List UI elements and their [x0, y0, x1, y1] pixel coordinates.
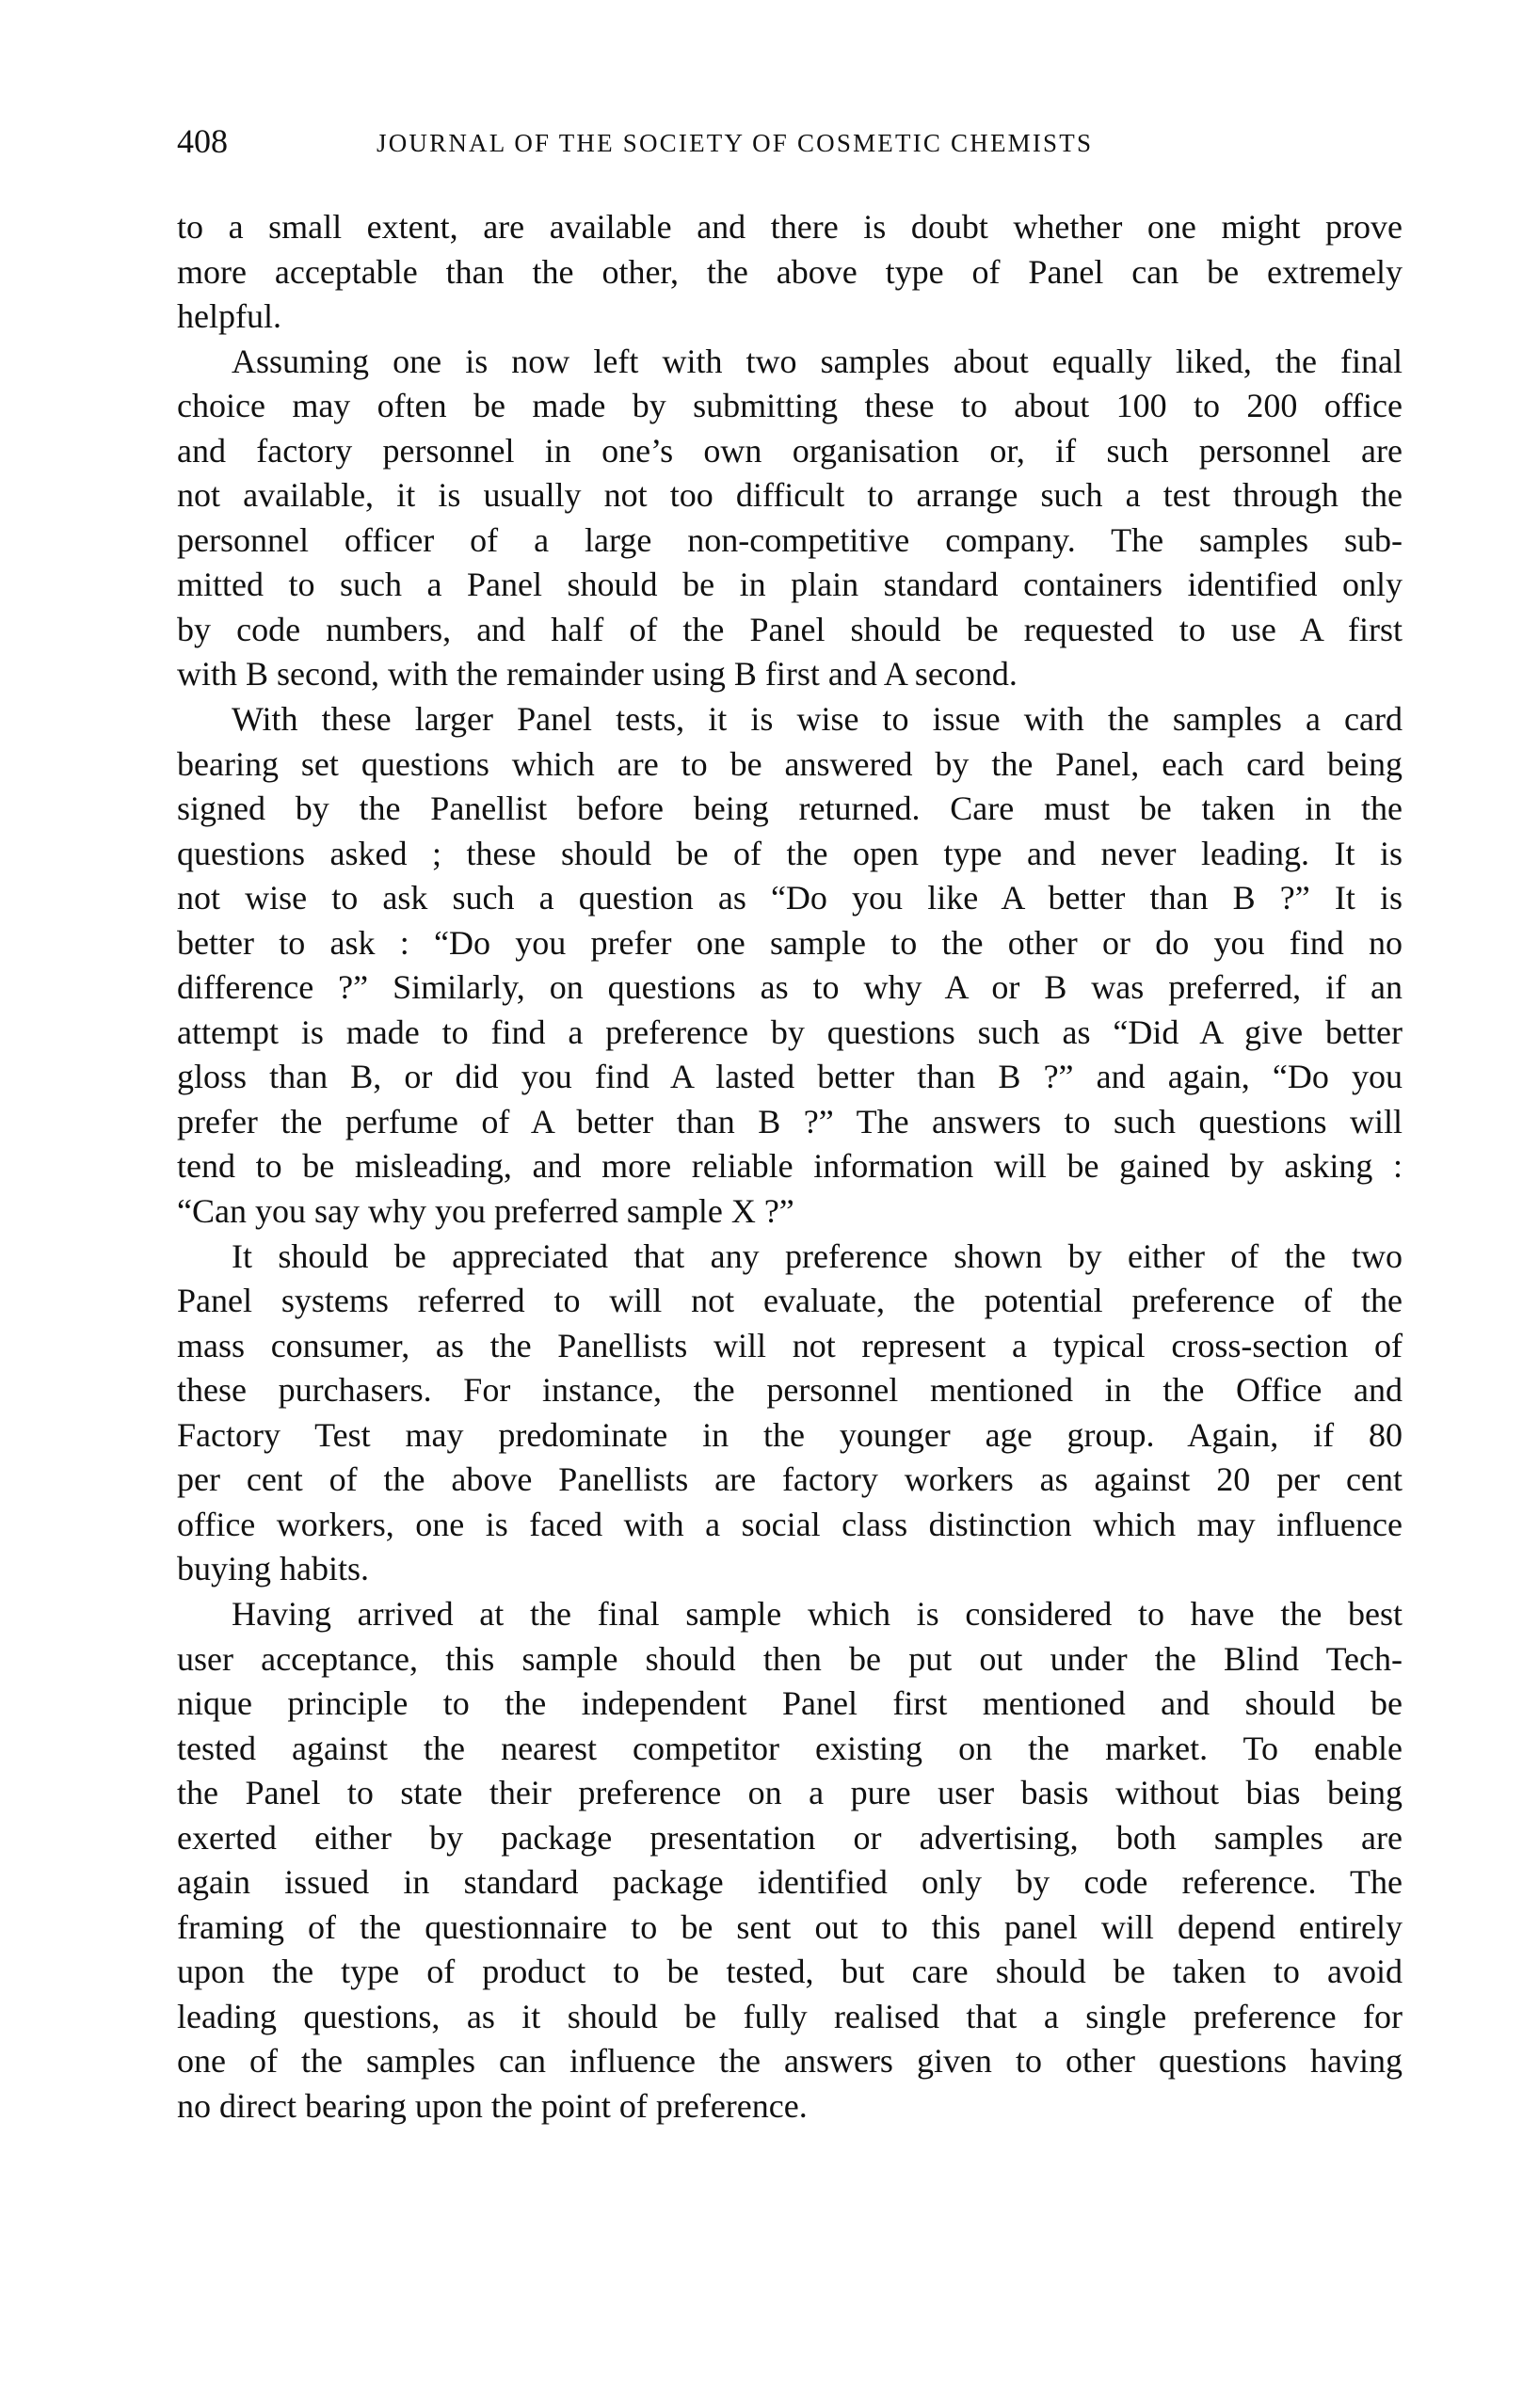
text-line: not available, it is usually not too difficult to arrange such a test through the — [177, 476, 1403, 515]
page-number: 408 — [177, 122, 228, 160]
text-line: Having arrived at the final sample which is considered to have the best — [232, 1594, 1403, 1633]
text-line: attempt is made to find a preference by questions such as “Did A give better — [177, 1013, 1403, 1051]
text-line: more acceptable than the other, the above type of Panel can be extremely — [177, 252, 1403, 291]
text-line: prefer the perfume of A better than B ?” The answers to such questions will — [177, 1102, 1403, 1140]
text-line: again issued in standard package identified only by code reference. The — [177, 1863, 1403, 1902]
text-line: framing of the questionnaire to be sent out to this panel will depend entirely — [177, 1907, 1403, 1946]
text-line: It should be appreciated that any preference shown by either of the two — [232, 1236, 1403, 1275]
paragraph — [177, 205, 1403, 340]
text-line: office workers, one is faced with a social class distinction which may influence — [177, 1505, 1403, 1543]
article-body — [177, 205, 1403, 2129]
text-line: tested against the nearest competitor existing on the market. To enable — [177, 1729, 1403, 1767]
text-line: helpful. — [177, 297, 281, 336]
text-line: per cent of the above Panellists are factory workers as against 20 per cent — [177, 1460, 1403, 1499]
text-line: leading questions, as it should be fully realised that a single preference for — [177, 1997, 1403, 2035]
text-line: Assuming one is now left with two samples about equally liked, the final — [232, 342, 1403, 380]
text-line: difference ?” Similarly, on questions as to why A or B was preferred, if an — [177, 968, 1403, 1007]
text-line: buying habits. — [177, 1550, 369, 1588]
text-line: gloss than B, or did you find A lasted better than B ?” and again, “Do you — [177, 1058, 1403, 1096]
text-line: not wise to ask such a question as “Do you like A better than B ?” It is — [177, 879, 1403, 917]
text-line: personnel officer of a large non-competitive company. The samples sub- — [177, 520, 1403, 559]
text-line: tend to be misleading, and more reliable information will be gained by asking : — [177, 1147, 1403, 1186]
text-line: questions asked ; these should be of the open type and never leading. It is — [177, 834, 1403, 872]
page-header — [177, 119, 1401, 164]
text-line: by code numbers, and half of the Panel should be requested to use A first — [177, 610, 1403, 648]
text-line: better to ask : “Do you prefer one sample to the other or do you find no — [177, 923, 1403, 962]
text-line: and factory personnel in one’s own organisation or, if such personnel are — [177, 431, 1403, 470]
text-line: upon the type of product to be tested, but care should be taken to avoid — [177, 1953, 1403, 1991]
paragraph — [177, 1235, 1403, 1592]
text-line: Factory Test may predominate in the younger age group. Again, if 80 — [177, 1415, 1403, 1454]
text-line: Panel systems referred to will not evaluate, the potential preference of the — [177, 1282, 1403, 1320]
text-line: bearing set questions which are to be answered by the Panel, each card being — [177, 744, 1403, 783]
paragraph — [177, 1592, 1403, 2129]
paragraph — [177, 697, 1403, 1235]
text-line: the Panel to state their preference on a pure user basis without bias being — [177, 1774, 1403, 1812]
text-line: no direct bearing upon the point of preference. — [177, 2086, 808, 2125]
text-line: user acceptance, this sample should then be put out under the Blind Tech- — [177, 1639, 1403, 1678]
text-line: With these larger Panel tests, it is wise to issue with the samples a card — [232, 700, 1403, 739]
text-line: mass consumer, as the Panellists will not represent a typical cross-section of — [177, 1326, 1403, 1364]
text-line: these purchasers. For instance, the personnel mentioned in the Office and — [177, 1371, 1403, 1410]
text-line: nique principle to the independent Panel first mentioned and should be — [177, 1684, 1403, 1723]
running-title: JOURNAL OF THE SOCIETY OF COSMETIC CHEMISTS — [377, 129, 1094, 157]
text-line: exerted either by package presentation or advertising, both samples are — [177, 1818, 1403, 1857]
text-line: mitted to such a Panel should be in plain standard containers identified only — [177, 566, 1403, 604]
paragraph — [177, 340, 1403, 697]
text-line: signed by the Panellist before being returned. Care must be taken in the — [177, 789, 1403, 828]
text-line: one of the samples can influence the answers given to other questions having — [177, 2042, 1403, 2081]
text-line: choice may often be made by submitting these to about 100 to 200 office — [177, 387, 1403, 425]
text-line: “Can you say why you preferred sample X ?” — [177, 1192, 794, 1231]
text-line: to a small extent, are available and there is doubt whether one might prove — [177, 208, 1403, 246]
text-line: with B second, with the remainder using B first and A second. — [177, 655, 1018, 694]
